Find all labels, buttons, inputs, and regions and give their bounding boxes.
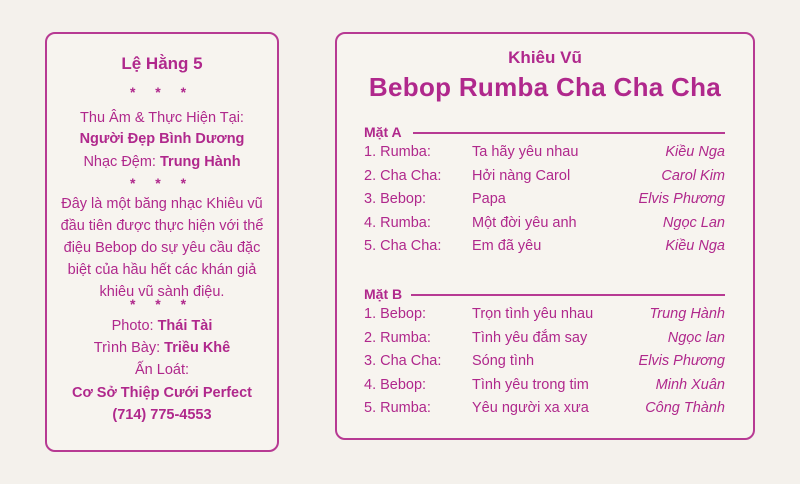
track-row [337, 238, 753, 262]
recording-studio: Người Đẹp Bình Dương [79, 131, 245, 147]
star-divider: * * * [129, 84, 195, 100]
track-row [337, 353, 753, 377]
side-b-heading: Mặt B [364, 286, 403, 302]
track-artist: Elvis Phương [638, 353, 725, 369]
track-row [337, 144, 753, 168]
album-title: Lệ Hằng 5 [121, 54, 203, 73]
print-label: Ấn Loát: [134, 362, 189, 378]
album-main-title: Bebop Rumba Cha Cha Cha [368, 72, 722, 102]
track-artist: Elvis Phương [638, 191, 725, 207]
credits-panel [45, 32, 279, 452]
track-title: Ta hãy yêu nhau [472, 144, 579, 160]
track-row [337, 330, 753, 354]
star-divider: * * * [129, 175, 195, 191]
track-number: 3. Cha Cha: [364, 353, 442, 369]
track-title: Một đời yêu anh [472, 214, 577, 231]
track-row [337, 400, 753, 424]
track-artist: Trung Hành [649, 306, 725, 322]
track-number: 1. Bebop: [364, 306, 427, 322]
track-row [337, 168, 753, 192]
printer-name: Cơ Sở Thiệp Cưới Perfect [71, 385, 252, 401]
photographer: Thái Tài [157, 318, 213, 334]
track-number: 4. Bebop: [364, 376, 427, 393]
side-a-tracklist [337, 144, 753, 262]
album-subtitle: Khiêu Vũ [508, 48, 582, 67]
track-number: 5. Rumba: [364, 400, 431, 416]
track-number: 2. Rumba: [364, 329, 431, 346]
track-artist: Kiều Nga [665, 144, 725, 160]
track-number: 1. Rumba: [364, 144, 431, 160]
photo-credit [47, 318, 277, 334]
track-title: Trọn tình yêu nhau [472, 306, 594, 322]
track-artist: Ngọc lan [667, 329, 725, 346]
track-artist: Ngọc Lan [662, 214, 725, 231]
track-artist: Minh Xuân [655, 376, 725, 393]
side-a-heading: Mặt A [364, 124, 402, 140]
track-title: Sóng tình [472, 353, 535, 369]
track-artist: Công Thành [645, 400, 725, 416]
track-title: Em đã yêu [472, 238, 542, 254]
printer-phone: (714) 775-4553 [112, 407, 212, 423]
design-credit [47, 340, 277, 356]
star-divider: * * * [129, 296, 195, 312]
track-artist: Carol Kim [661, 167, 725, 184]
track-number: 2. Cha Cha: [364, 167, 442, 184]
side-a-divider [413, 132, 725, 134]
photo-label: Photo: [111, 318, 154, 334]
track-artist: Kiều Nga [665, 238, 725, 254]
track-title: Tình yêu đắm say [472, 329, 588, 346]
track-title: Yêu người xa xưa [472, 400, 589, 416]
description-paragraph: Đây là một băng nhạc Khiêu vũ đầu tiên được thực hiện với thể điệu Bebop do sự yêu cầu đặc biệt của hầu hết các khán giả khiêu vũ sành điệu. [60, 196, 264, 300]
track-row [337, 191, 753, 215]
track-number: 4. Rumba: [364, 214, 431, 231]
track-row [337, 215, 753, 239]
design-label: Trình Bày: [93, 340, 161, 356]
designer: Triều Khê [164, 340, 231, 356]
track-title: Hởi nàng Carol [472, 167, 571, 184]
track-row [337, 377, 753, 401]
track-title: Tình yêu trong tim [472, 376, 589, 393]
track-number: 5. Cha Cha: [364, 238, 442, 254]
music-label: Nhạc Đệm: [83, 154, 156, 170]
recording-label: Thu Âm & Thực Hiện Tại: [80, 110, 244, 126]
track-title: Papa [472, 191, 506, 207]
music-credit [47, 154, 277, 170]
track-number: 3. Bebop: [364, 191, 427, 207]
side-b-divider [411, 294, 725, 296]
track-row [337, 306, 753, 330]
side-b-tracklist [337, 306, 753, 424]
music-arranger: Trung Hành [160, 154, 241, 170]
tracklist-panel [335, 32, 755, 440]
